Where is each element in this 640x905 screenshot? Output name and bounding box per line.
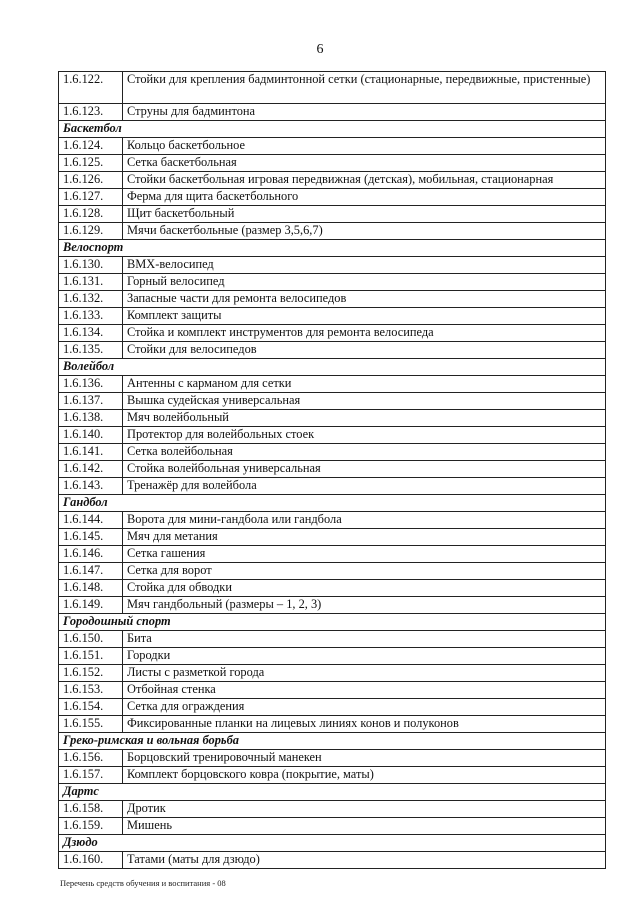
item-description: Сетка волейбольная	[123, 444, 606, 461]
table-row	[59, 308, 606, 325]
item-code: 1.6.146.	[59, 546, 123, 563]
item-code: 1.6.159.	[59, 818, 123, 835]
table-row	[59, 325, 606, 342]
item-code: 1.6.130.	[59, 257, 123, 274]
page-footer: Перечень средств обучения и воспитания - 08	[60, 878, 226, 888]
item-code: 1.6.151.	[59, 648, 123, 665]
item-code: 1.6.136.	[59, 376, 123, 393]
table-row	[59, 206, 606, 223]
table-row	[59, 699, 606, 716]
item-description: Кольцо баскетбольное	[123, 138, 606, 155]
table-row	[59, 767, 606, 784]
item-description: Сетка для ворот	[123, 563, 606, 580]
item-code: 1.6.150.	[59, 631, 123, 648]
item-code: 1.6.132.	[59, 291, 123, 308]
section-title: Волейбол	[59, 359, 606, 376]
table-row	[59, 580, 606, 597]
item-description: Сетка гашения	[123, 546, 606, 563]
table-row	[59, 223, 606, 240]
table-row	[59, 546, 606, 563]
item-code: 1.6.148.	[59, 580, 123, 597]
table-row	[59, 291, 606, 308]
item-code: 1.6.125.	[59, 155, 123, 172]
table-row	[59, 665, 606, 682]
item-code: 1.6.131.	[59, 274, 123, 291]
table-row	[59, 72, 606, 104]
item-code: 1.6.122.	[59, 72, 123, 104]
item-code: 1.6.137.	[59, 393, 123, 410]
item-description: Татами (маты для дзюдо)	[123, 852, 606, 869]
item-code: 1.6.154.	[59, 699, 123, 716]
item-code: 1.6.123.	[59, 104, 123, 121]
table-row	[59, 257, 606, 274]
table-row	[59, 631, 606, 648]
item-description: Мяч гандбольный (размеры – 1, 2, 3)	[123, 597, 606, 614]
item-description: Комплект защиты	[123, 308, 606, 325]
section-header-row	[59, 784, 606, 801]
item-description: Дротик	[123, 801, 606, 818]
item-description: Щит баскетбольный	[123, 206, 606, 223]
item-description: Комплект борцовского ковра (покрытие, маты)	[123, 767, 606, 784]
table-row	[59, 274, 606, 291]
section-header-row	[59, 240, 606, 257]
item-code: 1.6.128.	[59, 206, 123, 223]
item-description: Листы с разметкой города	[123, 665, 606, 682]
table-row	[59, 410, 606, 427]
item-description: Ферма для щита баскетбольного	[123, 189, 606, 206]
item-description: Горный велосипед	[123, 274, 606, 291]
item-code: 1.6.127.	[59, 189, 123, 206]
item-code: 1.6.142.	[59, 461, 123, 478]
item-description: Ворота для мини-гандбола или гандбола	[123, 512, 606, 529]
section-title: Велоспорт	[59, 240, 606, 257]
section-title: Дартс	[59, 784, 606, 801]
item-description: Стойка и комплект инструментов для ремонта велосипеда	[123, 325, 606, 342]
item-description: Борцовский тренировочный манекен	[123, 750, 606, 767]
section-header-row	[59, 495, 606, 512]
table-row	[59, 393, 606, 410]
table-row	[59, 104, 606, 121]
item-description: Отбойная стенка	[123, 682, 606, 699]
item-code: 1.6.129.	[59, 223, 123, 240]
item-code: 1.6.158.	[59, 801, 123, 818]
item-code: 1.6.143.	[59, 478, 123, 495]
page-number: 6	[316, 42, 324, 57]
item-code: 1.6.157.	[59, 767, 123, 784]
section-title: Баскетбол	[59, 121, 606, 138]
item-description: Стойки для крепления бадминтонной сетки (стационарные, передвижные, пристенные)	[123, 72, 606, 104]
item-description: Антенны с карманом для сетки	[123, 376, 606, 393]
item-code: 1.6.126.	[59, 172, 123, 189]
item-description: Стойки для велосипедов	[123, 342, 606, 359]
table-row	[59, 512, 606, 529]
table-row	[59, 750, 606, 767]
item-description: Мяч волейбольный	[123, 410, 606, 427]
section-header-row	[59, 121, 606, 138]
section-title: Городошный спорт	[59, 614, 606, 631]
table-row	[59, 138, 606, 155]
item-description: Стойка для обводки	[123, 580, 606, 597]
item-code: 1.6.155.	[59, 716, 123, 733]
item-code: 1.6.124.	[59, 138, 123, 155]
item-code: 1.6.133.	[59, 308, 123, 325]
table-row	[59, 648, 606, 665]
item-description: BMX-велосипед	[123, 257, 606, 274]
item-code: 1.6.141.	[59, 444, 123, 461]
item-description: Запасные части для ремонта велосипедов	[123, 291, 606, 308]
item-description: Мячи баскетбольные (размер 3,5,6,7)	[123, 223, 606, 240]
item-code: 1.6.134.	[59, 325, 123, 342]
item-description: Бита	[123, 631, 606, 648]
item-description: Сетка баскетбольная	[123, 155, 606, 172]
section-header-row	[59, 733, 606, 750]
item-description: Струны для бадминтона	[123, 104, 606, 121]
table-row	[59, 529, 606, 546]
item-code: 1.6.145.	[59, 529, 123, 546]
table-row	[59, 427, 606, 444]
table-row	[59, 818, 606, 835]
section-header-row	[59, 614, 606, 631]
item-code: 1.6.153.	[59, 682, 123, 699]
table-row	[59, 444, 606, 461]
table-row	[59, 682, 606, 699]
item-code: 1.6.135.	[59, 342, 123, 359]
item-code: 1.6.149.	[59, 597, 123, 614]
item-description: Городки	[123, 648, 606, 665]
table-row	[59, 716, 606, 733]
table-row	[59, 563, 606, 580]
item-description: Вышка судейская универсальная	[123, 393, 606, 410]
equipment-table-body	[59, 72, 606, 869]
item-code: 1.6.140.	[59, 427, 123, 444]
table-row	[59, 852, 606, 869]
table-row	[59, 189, 606, 206]
item-code: 1.6.156.	[59, 750, 123, 767]
table-row	[59, 172, 606, 189]
item-description: Стойка волейбольная универсальная	[123, 461, 606, 478]
table-row	[59, 597, 606, 614]
section-title: Греко-римская и вольная борьба	[59, 733, 606, 750]
table-row	[59, 376, 606, 393]
item-code: 1.6.147.	[59, 563, 123, 580]
section-header-row	[59, 835, 606, 852]
table-row	[59, 478, 606, 495]
item-code: 1.6.160.	[59, 852, 123, 869]
section-title: Гандбол	[59, 495, 606, 512]
item-description: Мяч для метания	[123, 529, 606, 546]
section-title: Дзюдо	[59, 835, 606, 852]
item-description: Сетка для ограждения	[123, 699, 606, 716]
table-row	[59, 461, 606, 478]
table-row	[59, 342, 606, 359]
table-row	[59, 155, 606, 172]
table-row	[59, 801, 606, 818]
item-code: 1.6.138.	[59, 410, 123, 427]
equipment-table	[58, 71, 606, 869]
item-description: Протектор для волейбольных стоек	[123, 427, 606, 444]
item-description: Мишень	[123, 818, 606, 835]
item-description: Стойки баскетбольная игровая передвижная (детская), мобильная, стационарная	[123, 172, 606, 189]
item-description: Фиксированные планки на лицевых линиях конов и полуконов	[123, 716, 606, 733]
item-code: 1.6.152.	[59, 665, 123, 682]
item-description: Тренажёр для волейбола	[123, 478, 606, 495]
section-header-row	[59, 359, 606, 376]
item-code: 1.6.144.	[59, 512, 123, 529]
